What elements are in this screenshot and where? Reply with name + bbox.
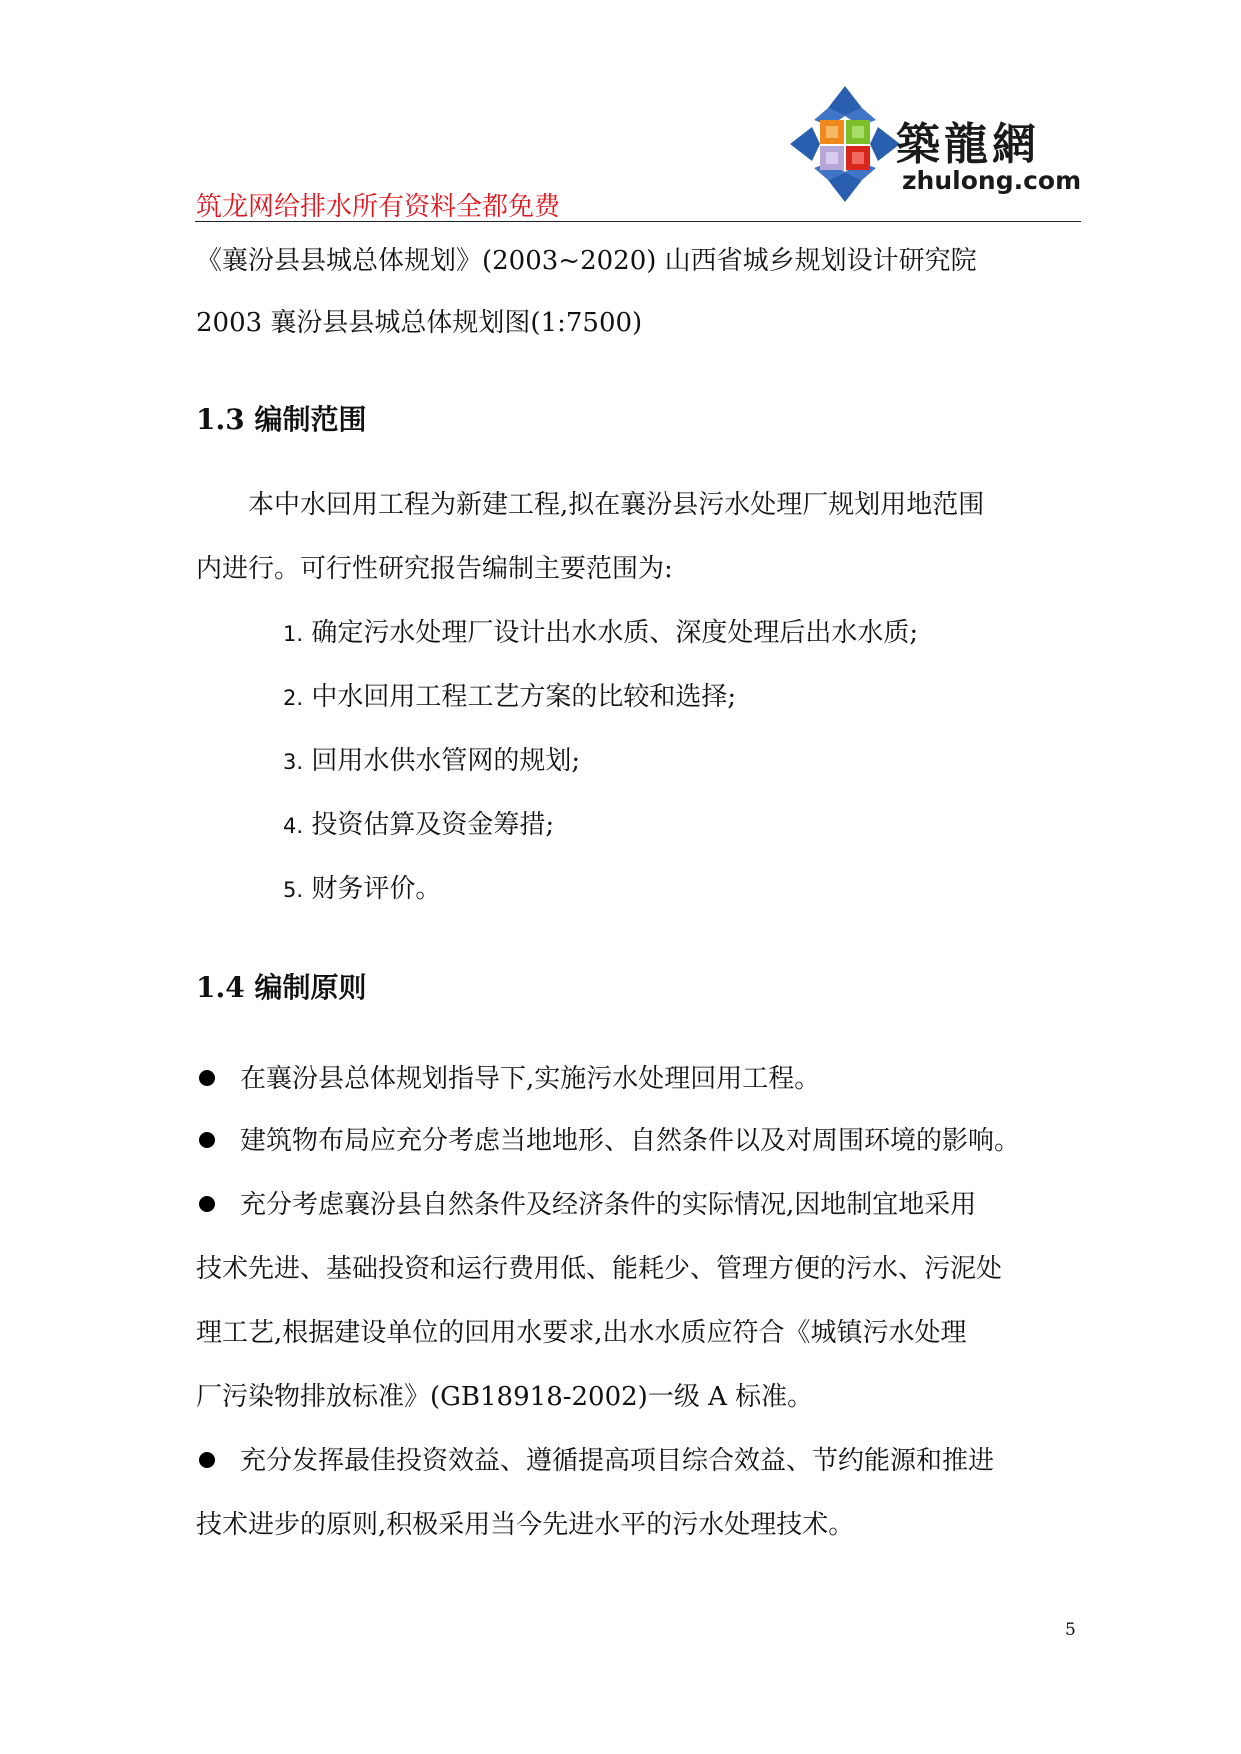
bullet-dot-icon: [199, 1132, 215, 1148]
bullet-text: 技术先进、基础投资和运行费用低、能耗少、管理方便的污水、污泥处: [196, 1254, 1003, 1284]
bullet-text: 充分发挥最佳投资效益、遵循提高项目综合效益、节约能源和推进: [240, 1446, 995, 1476]
paragraph-line: 内进行。可行性研究报告编制主要范围为:: [196, 554, 673, 584]
bullet-text: 在襄汾县总体规划指导下,实施污水处理回用工程。: [240, 1064, 821, 1094]
list-item-text: 中水回用工程工艺方案的比较和选择;: [311, 682, 737, 712]
list-item: [283, 684, 736, 710]
bullet-text: 建筑物布局应充分考虑当地地形、自然条件以及对周围环境的影响。: [240, 1126, 1021, 1156]
list-item: [283, 876, 441, 902]
logo-english-text: zhulong.com: [902, 166, 1082, 195]
bullet-text: 技术进步的原则,积极采用当今先进水平的污水处理技术。: [196, 1510, 855, 1540]
bullet-dot-icon: [199, 1070, 215, 1086]
bullet-text: 理工艺,根据建设单位的回用水要求,出水水质应符合《城镇污水处理: [196, 1318, 967, 1348]
list-item: [283, 812, 554, 838]
section-heading: 1.3 编制范围: [196, 403, 367, 436]
paragraph-line: 本中水回用工程为新建工程,拟在襄汾县污水处理厂规划用地范围: [248, 490, 985, 520]
zhulong-logo-icon: [790, 86, 900, 202]
header-divider: [195, 221, 1081, 222]
reference-line: 2003 襄汾县县城总体规划图(1:7500): [196, 308, 643, 338]
bullet-dot-icon: [199, 1196, 215, 1212]
list-item: [283, 620, 918, 646]
list-item-number: 3.: [283, 750, 304, 774]
list-item-number: 1.: [283, 622, 304, 646]
list-item-text: 确定污水处理厂设计出水水质、深度处理后出水水质;: [311, 618, 919, 648]
bullet-text: 充分考虑襄汾县自然条件及经济条件的实际情况,因地制宜地采用: [240, 1190, 977, 1220]
page-number: 5: [1065, 1620, 1076, 1640]
list-item-text: 回用水供水管网的规划;: [311, 746, 581, 776]
list-item-text: 投资估算及资金筹措;: [311, 810, 555, 840]
section-heading: 1.4 编制原则: [196, 971, 367, 1004]
list-item-text: 财务评价。: [311, 874, 442, 904]
list-item-number: 4.: [283, 814, 304, 838]
bullet-dot-icon: [199, 1452, 215, 1468]
list-item: [283, 748, 580, 774]
header-slogan: 筑龙网给排水所有资料全都免费: [196, 192, 561, 222]
bullet-text: 厂污染物排放标准》(GB18918-2002)一级 A 标准。: [196, 1382, 814, 1412]
logo-chinese-text: 築龍網: [896, 119, 1040, 170]
reference-line: 《襄汾县县城总体规划》(2003~2020) 山西省城乡规划设计研究院: [196, 246, 977, 276]
list-item-number: 5.: [283, 878, 304, 902]
list-item-number: 2.: [283, 686, 304, 710]
